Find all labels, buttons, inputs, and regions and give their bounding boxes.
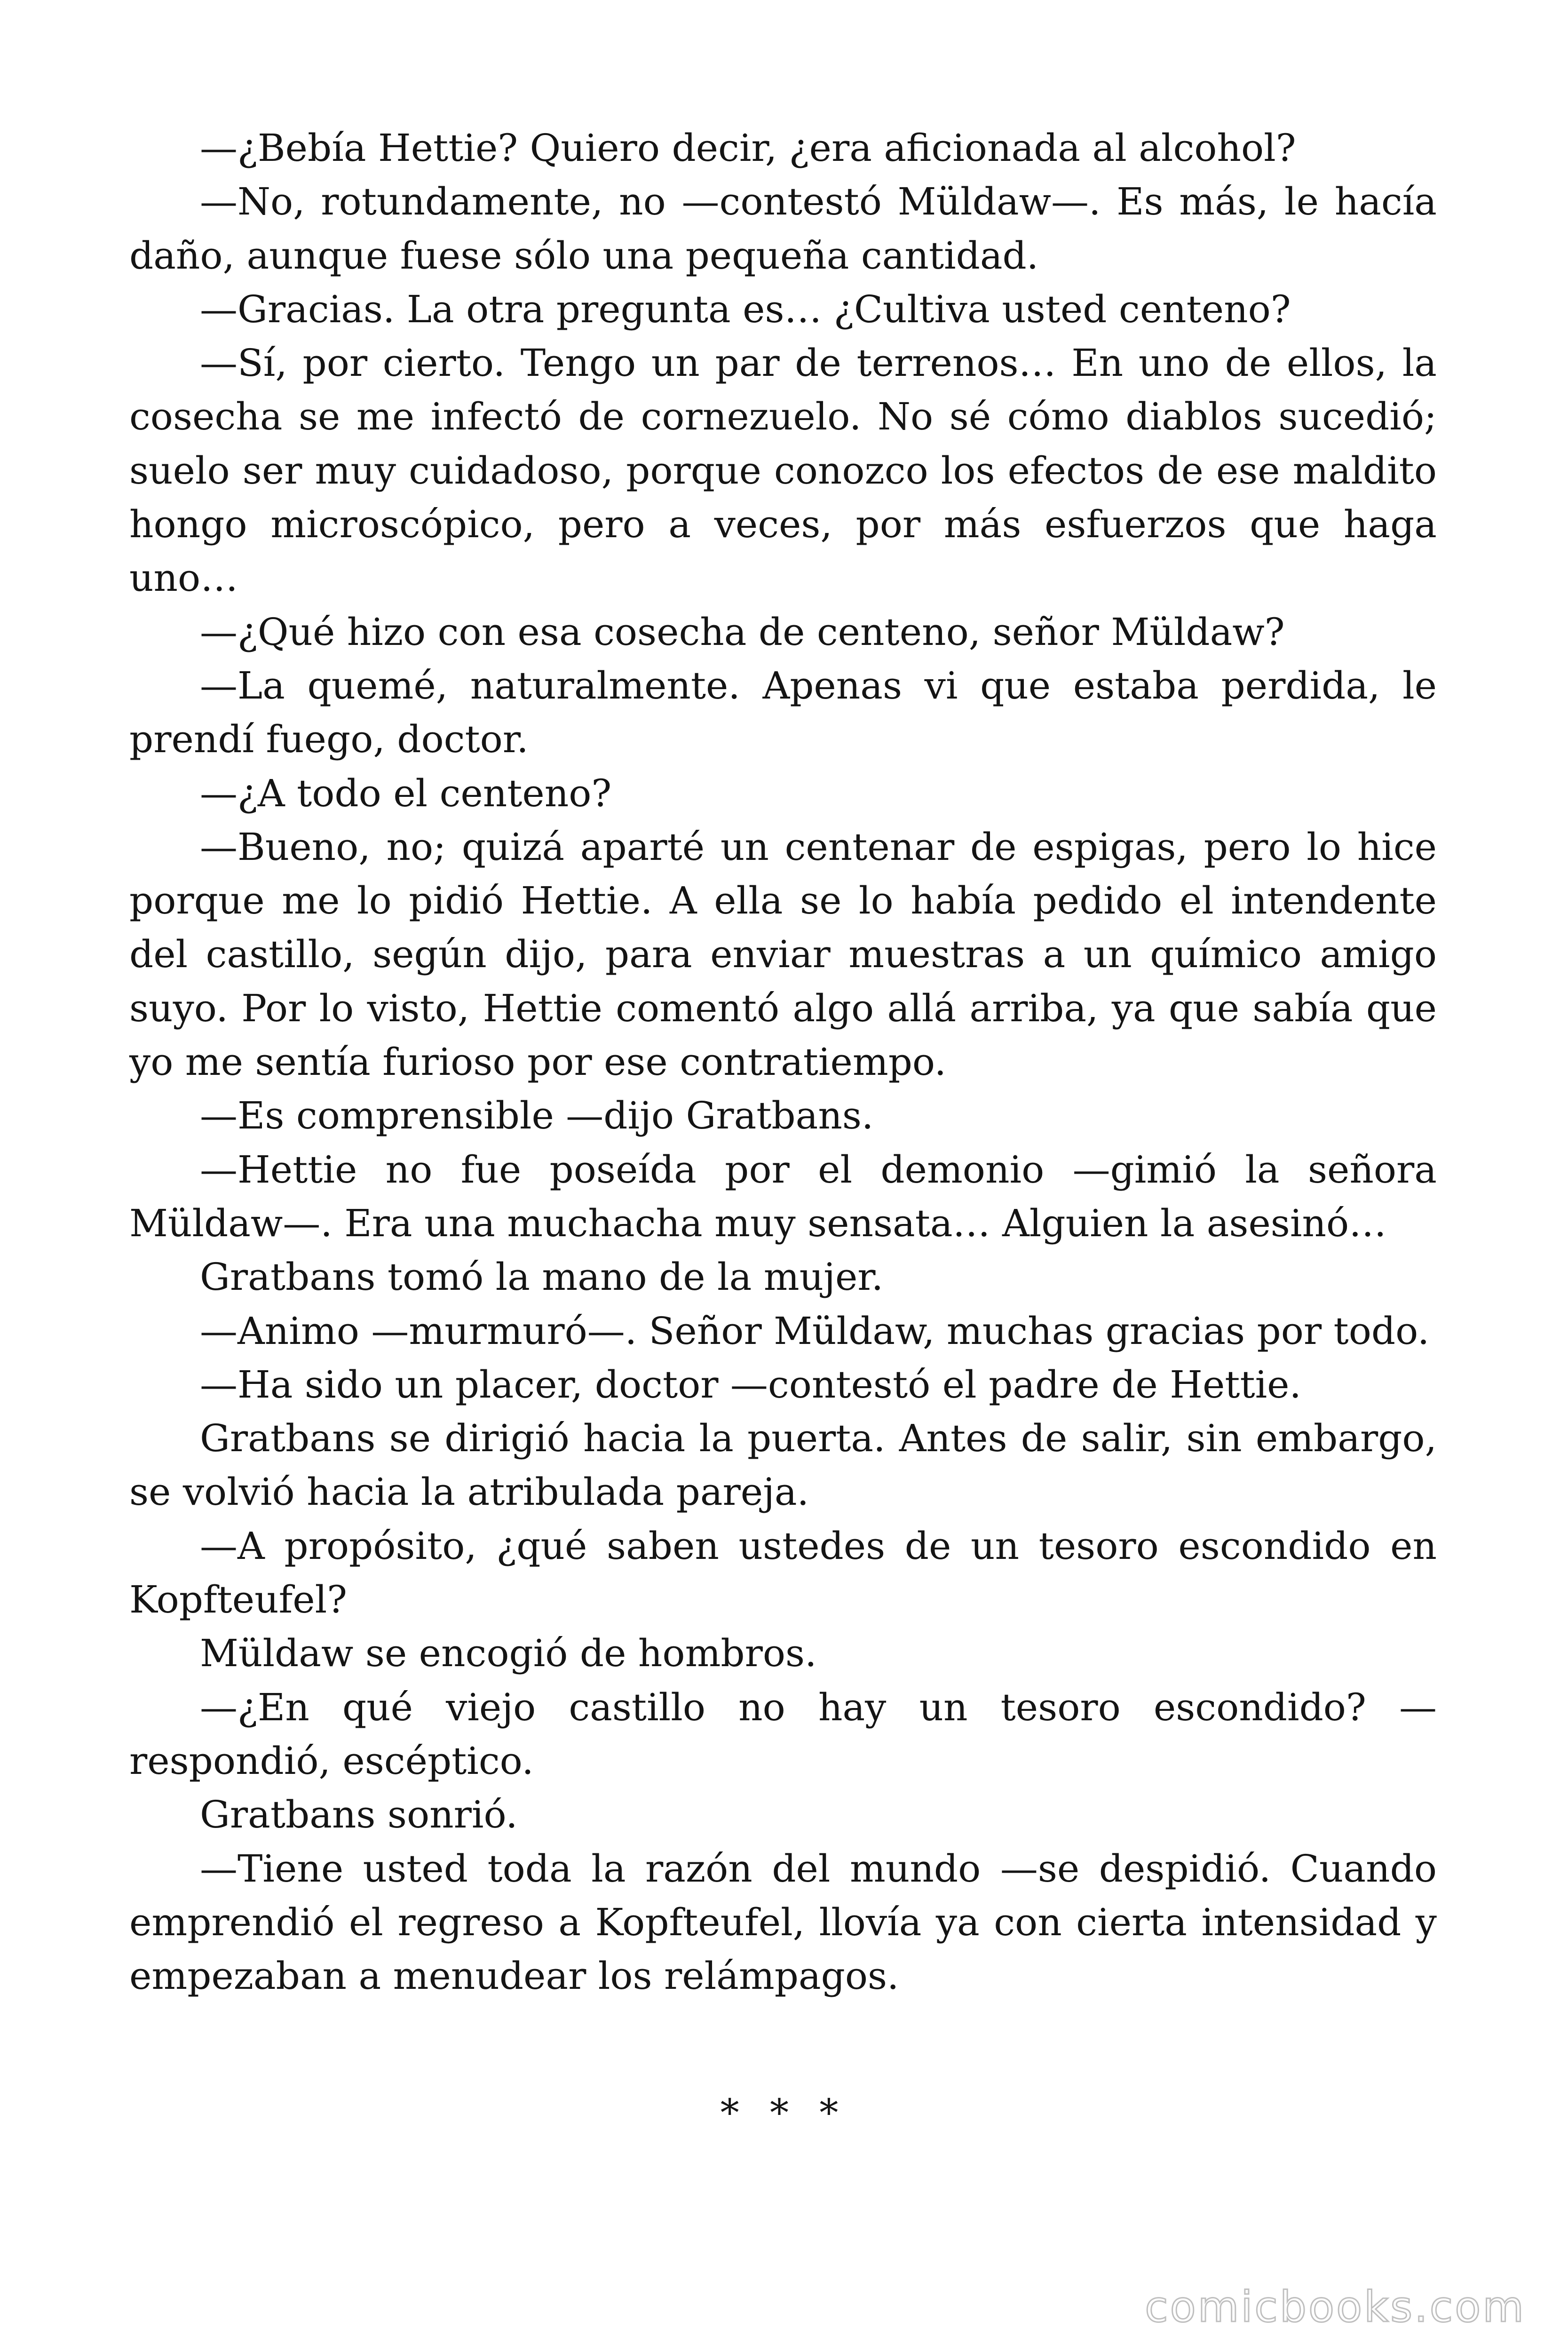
section-separator: * * * [720,2091,848,2135]
paragraph: —Hettie no fue poseída por el demonio —gimió la señora Müldaw—. Era una muchacha muy sensata… Alguien la asesinó… [129,1147,1437,1245]
paragraph: —Ha sido un placer, doctor —contestó el padre de Hettie. [200,1362,1301,1406]
paragraph: —Sí, por cierto. Tengo un par de terrenos… En uno de ellos, la cosecha se me infectó de cornezuelo. No sé cómo diablos sucedió; suelo ser muy cuidadoso, porque conozco los efectos de ese maldito hongo microscópico, pero a veces, por más esfuerzos que haga uno… [129,341,1437,600]
watermark: comicbooks.com [1145,2282,1526,2332]
paragraph: —La quemé, naturalmente. Apenas vi que estaba perdida, le prendí fuego, doctor. [129,663,1437,762]
paragraph: Gratbans se dirigió hacia la puerta. Antes de salir, sin embargo, se volvió hacia la atribulada pareja. [129,1416,1437,1514]
paragraph: —¿A todo el centeno? [200,771,612,815]
paragraph: —¿Qué hizo con esa cosecha de centeno, señor Müldaw? [200,610,1285,654]
paragraph: —¿En qué viejo castillo no hay un tesoro escondido? —respondió, escéptico. [129,1685,1437,1783]
paragraph: —Tiene usted toda la razón del mundo —se despidió. Cuando emprendió el regreso a Kopfteufel, llovía ya con cierta intensidad y empezaban a menudear los relámpagos. [129,1846,1437,1998]
paragraph: —Es comprensible —dijo Gratbans. [200,1094,874,1138]
paragraph: Gratbans sonrió. [200,1793,518,1837]
paragraph: —Bueno, no; quizá aparté un centenar de espigas, pero lo hice porque me lo pidió Hettie. A ella se lo había pedido el intendente del castillo, según dijo, para enviar muestras a un químico amigo suyo. Por lo visto, Hettie comentó algo allá arriba, ya que sabía que yo me sentía furioso por ese contratiempo. [129,825,1437,1084]
paragraph: Gratbans tomó la mano de la mujer. [200,1255,884,1299]
paragraph: —A propósito, ¿qué saben ustedes de un tesoro escondido en Kopfteufel? [129,1524,1437,1622]
paragraph: —No, rotundamente, no —contestó Müldaw—. Es más, le hacía daño, aunque fuese sólo una pequeña cantidad. [129,180,1437,278]
paragraph: —¿Bebía Hettie? Quiero decir, ¿era aficionada al alcohol? [200,126,1296,170]
paragraph: —Animo —murmuró—. Señor Müldaw, muchas gracias por todo. [200,1309,1430,1353]
paragraph: Müldaw se encogió de hombros. [200,1631,817,1676]
paragraph: —Gracias. La otra pregunta es… ¿Cultiva usted centeno? [200,287,1291,331]
body-text [129,121,1437,2003]
